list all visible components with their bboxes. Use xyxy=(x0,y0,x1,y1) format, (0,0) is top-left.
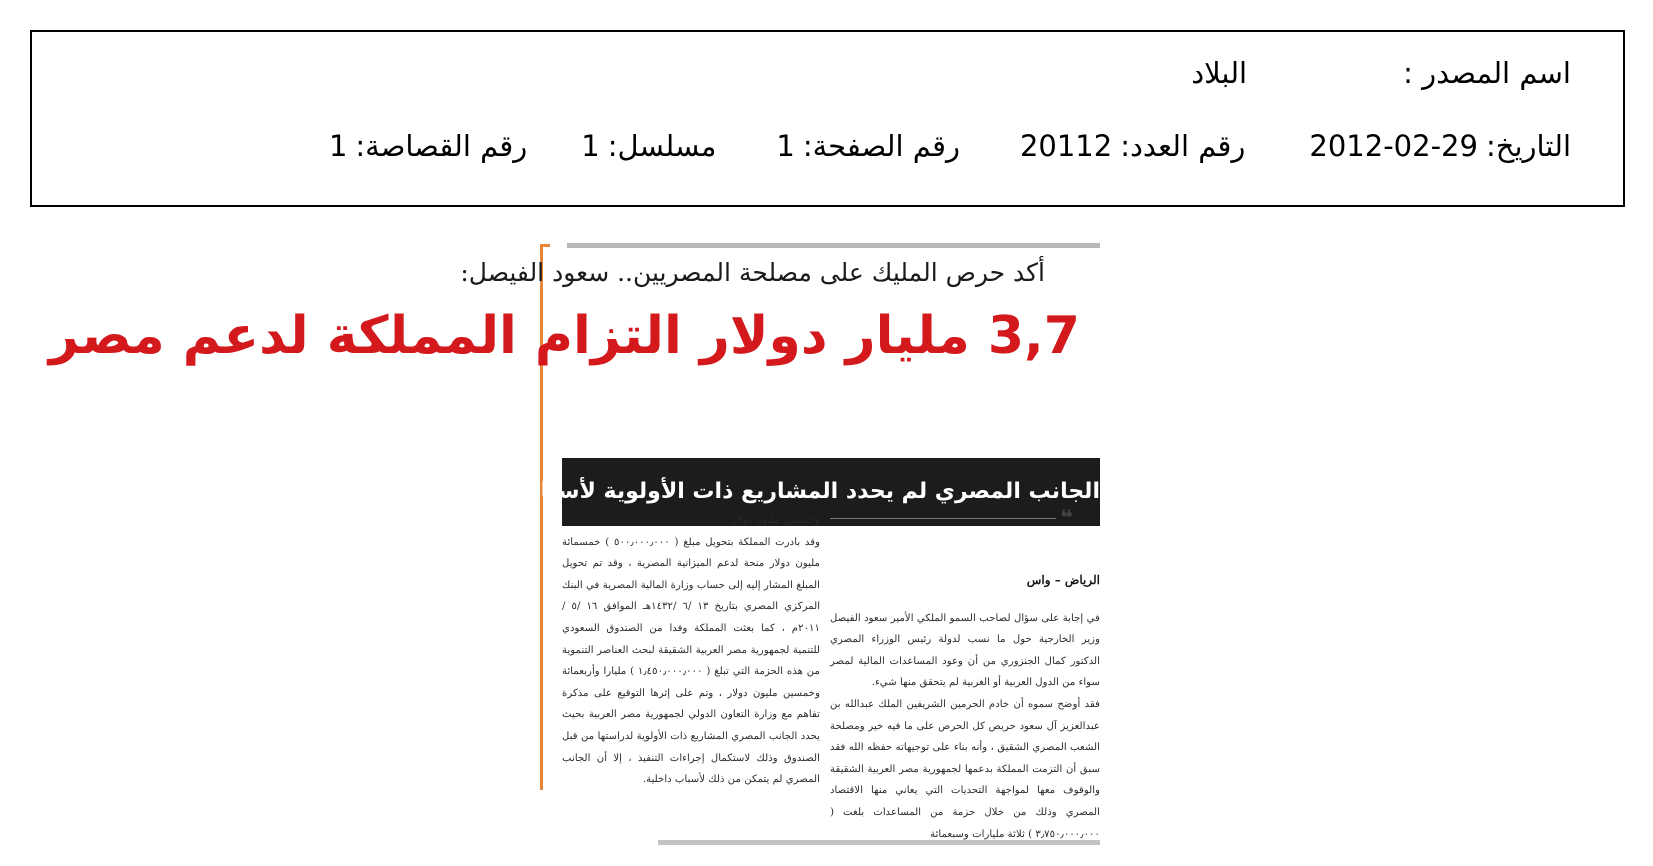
serial-label: مسلسل: xyxy=(607,129,717,163)
issue-field xyxy=(1019,129,1246,163)
page-field xyxy=(776,129,960,163)
serial-value: 1 xyxy=(581,129,600,163)
issue-value: 20112 xyxy=(1019,129,1113,163)
clipping-metadata-box xyxy=(30,30,1625,207)
clipping-bottom-rule xyxy=(658,840,1100,845)
date-label: التاريخ: xyxy=(1485,129,1571,163)
paragraph: فقد أوضح سموه أن خادم الحرمين الشريفين الملك عبدالله بن عبدالعزيز آل سعود حريص كل الحرص على ما فيه خير ومصلحة الشعب المصري الشقيق ، وأنه بناء على توجيهاته حفظه الله فقد سبق أن التزمت المملكة بدعمها لجمهورية مصر العربية الشقيقة والوقوف معها لمواجهة التحديات التي يعاني منها الاقتصاد المصري وذلك من خلال حزمة من المساعدات بلغت ( ٣٫٧٥٠٫٠٠٠٫٠٠٠ ) ثلاثة مليارات وسبعمائة xyxy=(830,698,1100,840)
clipping-corner-tick xyxy=(540,244,550,247)
source-field xyxy=(1191,56,1571,90)
quote-mark-icon: ❝ xyxy=(1060,506,1073,531)
details-row xyxy=(328,129,1571,163)
source-value: البلاد xyxy=(1191,56,1248,90)
clip-number-field xyxy=(328,129,528,163)
clip-number-label: رقم القصاصة: xyxy=(355,129,528,163)
article-column-right xyxy=(830,570,1100,845)
clipping-top-rule xyxy=(567,243,1100,248)
serial-field xyxy=(581,129,717,163)
paragraph: وخمسين مليون دولار. xyxy=(728,515,820,526)
issue-label: رقم العدد: xyxy=(1120,129,1246,163)
source-label: اسم المصدر : xyxy=(1403,56,1571,90)
paragraph: في إجابة على سؤال لصاحب السمو الملكي الأمير سعود الفيصل وزير الخارجية حول ما نسب لدولة رئيس الوزراء المصري الدكتور كمال الجنزوري من أن وعود المساعدات المالية لمصر سواء من الدول العربية أو الغربية لم يتحقق منها شيء. xyxy=(830,612,1100,689)
article-kicker: أكد حرص المليك على مصلحة المصريين.. سعود الفيصل: xyxy=(460,258,1045,287)
date-field xyxy=(1309,129,1571,163)
article-byline: الرياض – واس xyxy=(1026,573,1100,587)
source-row xyxy=(1191,56,1571,90)
newspaper-clipping xyxy=(48,240,1100,850)
clip-number-value: 1 xyxy=(328,129,348,163)
page-label: رقم الصفحة: xyxy=(802,129,960,163)
article-subheadline: الجانب المصري لم يحدد المشاريع ذات الأولوية لأسباب داخلية xyxy=(444,479,1100,504)
date-value: 2012-02-29 xyxy=(1309,129,1478,163)
quote-divider xyxy=(830,518,1056,519)
article-column-left xyxy=(562,510,820,791)
page-value: 1 xyxy=(776,129,795,163)
paragraph: وقد بادرت المملكة بتحويل مبلغ ( ٥٠٠٫٠٠٠٫٠٠٠ ) خمسمائة مليون دولار منحة لدعم الميزانية المصرية ، وقد تم تحويل المبلغ المشار إليه إلى حساب وزارة المالية المصرية في البنك المركزي المصري بتاريخ ١٣ /٦ /١٤٣٢هـ الموافق ١٦ /٥ /٢٠١١م ، كما بعثت المملكة وفدا من الصندوق السعودي للتنمية لجمهورية مصر العربية الشقيقة لبحث العناصر التنموية من هذه الحزمة التي تبلغ ( ١٫٤٥٠٫٠٠٠٫٠٠٠ ) مليارا وأربعمائة وخمسين مليون دولار ، وتم على إثرها التوقيع على مذكرة تفاهم مع وزارة التعاون الدولي لجمهورية مصر العربية بحيث يحدد الجانب المصري المشاريع ذات الأولوية لدراستها من قبل الصندوق وذلك لاستكمال إجراءات التنفيذ ، إلا أن الجانب المصري لم يتمكن من ذلك لأسباب داخلية. xyxy=(562,536,821,786)
article-headline: 3,7 مليار دولار التزام المملكة لدعم مصر xyxy=(48,306,1080,366)
